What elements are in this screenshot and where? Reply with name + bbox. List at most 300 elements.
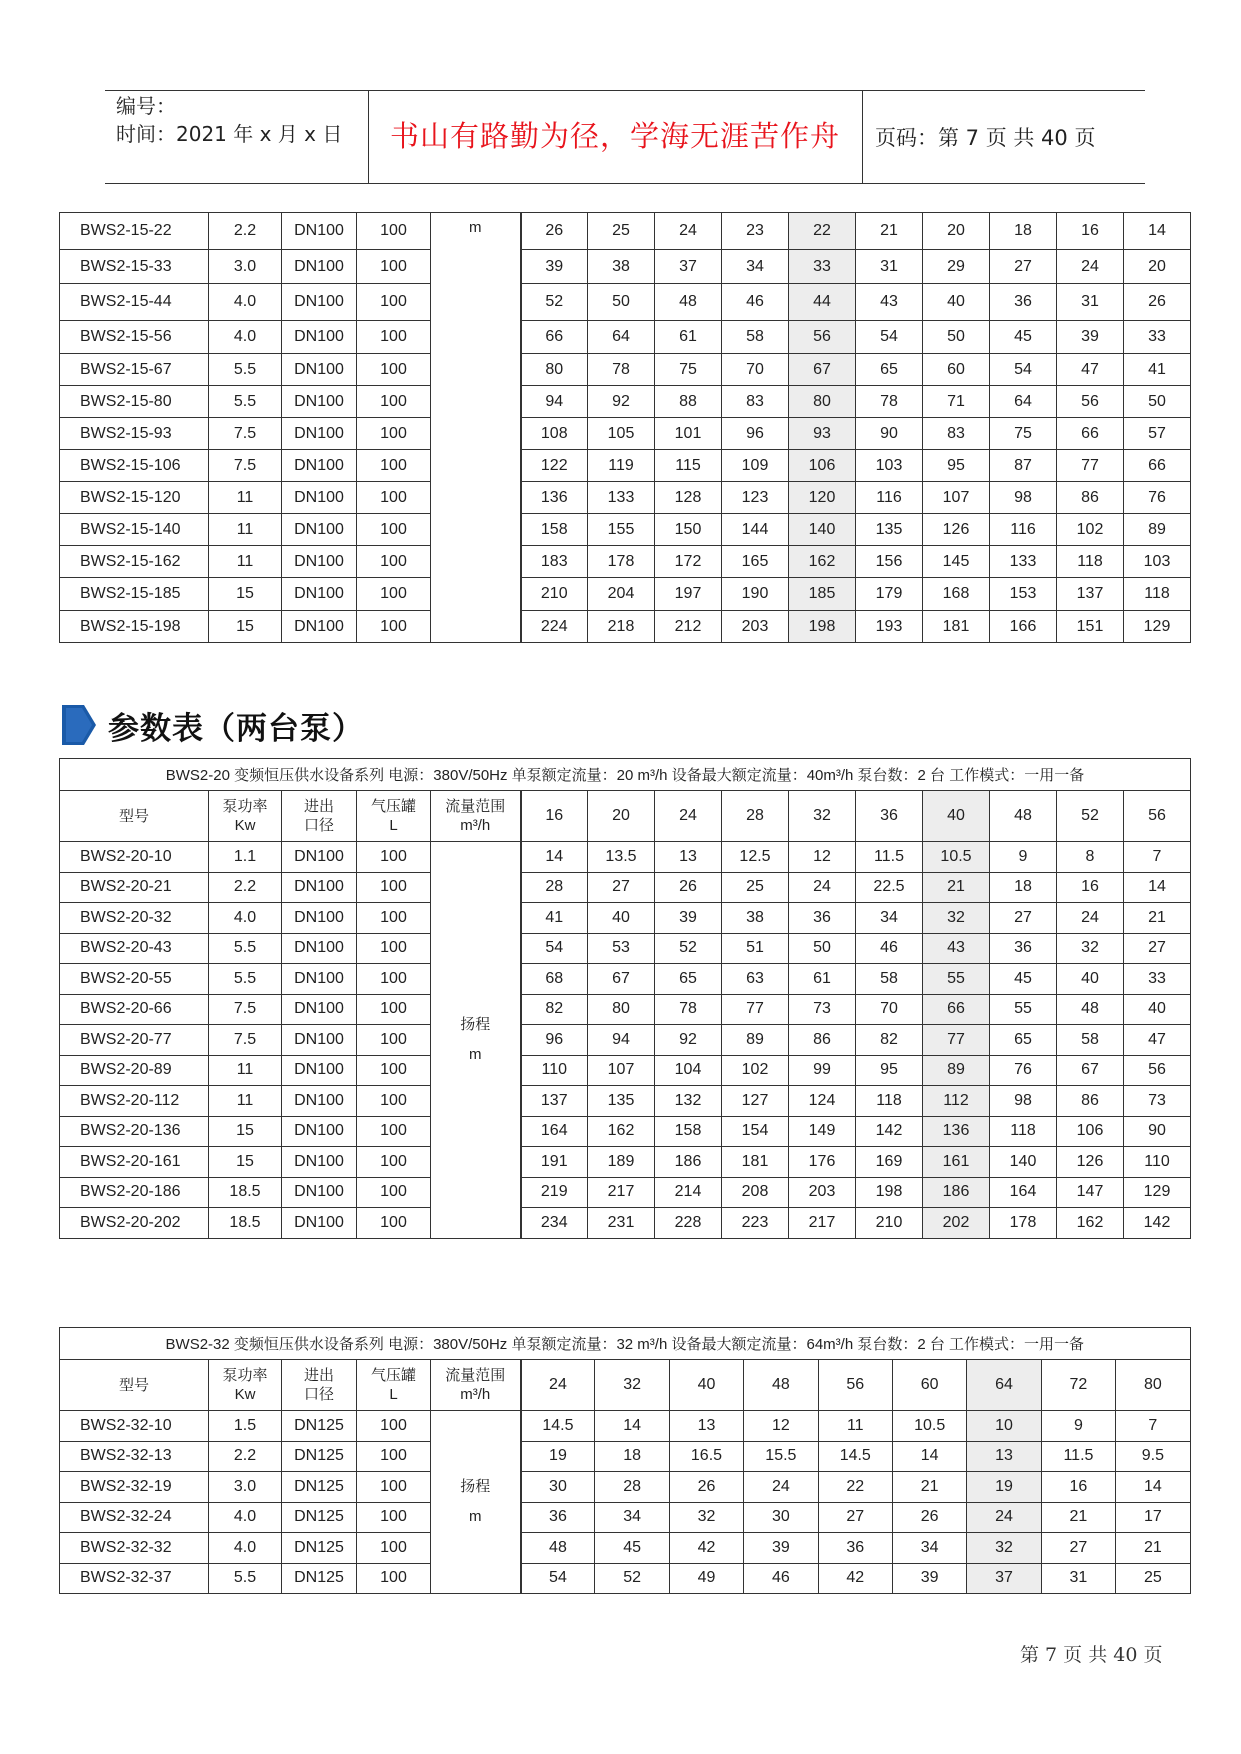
page-footer: 第 7 页 共 40 页	[1020, 1644, 1163, 1666]
head-value-cell: 67	[588, 964, 655, 995]
table-row	[60, 482, 1191, 514]
caliber-cell: DN100	[282, 514, 357, 546]
flow-header-cell: 60	[892, 1360, 966, 1411]
flow-header-cell: 24	[521, 1360, 595, 1411]
model-cell: BWS2-20-136	[60, 1116, 209, 1147]
head-value-cell: 66	[521, 321, 588, 354]
head-value-cell: 83	[722, 386, 789, 418]
head-value-cell: 36	[818, 1533, 892, 1564]
head-value-cell: 56	[1057, 386, 1124, 418]
table-row	[60, 933, 1191, 964]
power-cell: 15	[209, 1116, 282, 1147]
power-cell: 5.5	[209, 354, 282, 386]
table-row	[60, 546, 1191, 578]
head-value-cell: 87	[990, 450, 1057, 482]
head-value-cell: 228	[655, 1208, 722, 1239]
head-value-cell: 23	[722, 213, 789, 250]
header-line: 口径	[303, 1386, 334, 1403]
header-line: 流量范围	[445, 798, 506, 815]
head-value-cell: 110	[521, 1055, 588, 1086]
flow-header-cell: 20	[588, 791, 655, 842]
power-cell: 4.0	[209, 1502, 282, 1533]
head-value-cell: 26	[892, 1502, 966, 1533]
head-value-cell: 50	[588, 284, 655, 321]
head-value-cell: 154	[722, 1116, 789, 1147]
head-value-cell: 14	[1124, 872, 1191, 903]
head-value-cell: 110	[1124, 1147, 1191, 1178]
tank-cell: 100	[357, 872, 431, 903]
head-value-cell: 161	[923, 1147, 990, 1178]
head-value-cell: 8	[1057, 842, 1124, 873]
head-value-cell: 73	[789, 994, 856, 1025]
power-cell: 4.0	[209, 284, 282, 321]
head-value-cell: 183	[521, 546, 588, 578]
caliber-cell: DN100	[282, 321, 357, 354]
head-value-cell: 21	[1124, 903, 1191, 934]
head-value-cell: 118	[1057, 546, 1124, 578]
model-cell: BWS2-20-66	[60, 994, 209, 1025]
head-value-cell: 95	[856, 1055, 923, 1086]
model-cell: BWS2-20-89	[60, 1055, 209, 1086]
head-value-cell: 94	[521, 386, 588, 418]
head-value-cell: 172	[655, 546, 722, 578]
head-value-cell: 14	[595, 1411, 669, 1442]
series-info: BWS2-32 变频恒压供水设备系列 电源：380V/50Hz 单泵额定流量：32 m³/h 设备最大额定流量：64m³/h 泵台数：2 台 工作模式：一用一备	[60, 1328, 1191, 1360]
tank-cell: 100	[357, 1055, 431, 1086]
model-cell: BWS2-20-112	[60, 1086, 209, 1117]
table-row	[60, 321, 1191, 354]
head-value-cell: 198	[856, 1177, 923, 1208]
model-cell: BWS2-15-67	[60, 354, 209, 386]
head-value-cell: 107	[588, 1055, 655, 1086]
tank-cell: 100	[357, 1502, 431, 1533]
param-table-bws2-15	[59, 212, 1191, 643]
head-value-cell: 179	[856, 578, 923, 611]
table-row	[60, 1441, 1191, 1472]
model-cell: BWS2-15-33	[60, 250, 209, 284]
flow-header-cell: 16	[521, 791, 588, 842]
tank-cell: 100	[357, 611, 431, 643]
caliber-cell: DN100	[282, 1116, 357, 1147]
caliber-cell: DN125	[282, 1472, 357, 1503]
header-line: 进出	[303, 1367, 334, 1384]
tank-cell: 100	[357, 450, 431, 482]
head-value-cell: 26	[521, 213, 588, 250]
head-value-cell: 78	[588, 354, 655, 386]
head-value-cell: 51	[722, 933, 789, 964]
caliber-cell: DN100	[282, 354, 357, 386]
flow-header-cell: 52	[1057, 791, 1124, 842]
head-value-cell: 158	[655, 1116, 722, 1147]
table-info-row	[60, 759, 1191, 791]
unit-symbol: m	[469, 219, 482, 236]
head-value-cell: 16	[1041, 1472, 1115, 1503]
head-value-cell: 31	[856, 250, 923, 284]
header-page-number: 页码：第 7 页 共 40 页	[875, 126, 1096, 150]
head-value-cell: 12	[789, 842, 856, 873]
head-value-cell: 45	[990, 321, 1057, 354]
power-cell: 7.5	[209, 450, 282, 482]
head-value-cell: 52	[521, 284, 588, 321]
head-value-cell: 19	[521, 1441, 595, 1472]
head-value-cell: 63	[722, 964, 789, 995]
head-value-cell: 210	[521, 578, 588, 611]
head-value-cell: 126	[923, 514, 990, 546]
head-value-cell: 89	[722, 1025, 789, 1056]
model-cell: BWS2-32-32	[60, 1533, 209, 1564]
power-cell: 7.5	[209, 1025, 282, 1056]
tank-cell: 100	[357, 386, 431, 418]
header-motto: 书山有路勤为径，学海无涯苦作舟	[389, 119, 840, 153]
head-value-cell: 40	[923, 284, 990, 321]
head-value-cell: 80	[521, 354, 588, 386]
header-divider-1	[368, 90, 369, 184]
head-value-cell: 31	[1057, 284, 1124, 321]
head-value-cell: 9	[1041, 1411, 1115, 1442]
head-value-cell: 168	[923, 578, 990, 611]
head-unit-cell	[431, 213, 521, 643]
head-value-cell: 11.5	[856, 842, 923, 873]
head-value-cell: 14	[521, 842, 588, 873]
head-value-cell: 208	[722, 1177, 789, 1208]
head-value-cell: 66	[923, 994, 990, 1025]
table-row	[60, 1208, 1191, 1239]
model-cell: BWS2-32-37	[60, 1563, 209, 1594]
head-value-cell: 33	[789, 250, 856, 284]
head-value-cell: 14	[892, 1441, 966, 1472]
table-row	[60, 964, 1191, 995]
tank-cell: 100	[357, 842, 431, 873]
head-value-cell: 30	[744, 1502, 818, 1533]
head-value-cell: 7	[1124, 842, 1191, 873]
model-cell: BWS2-15-185	[60, 578, 209, 611]
head-value-cell: 109	[722, 450, 789, 482]
head-value-cell: 26	[655, 872, 722, 903]
model-cell: BWS2-32-13	[60, 1441, 209, 1472]
flow-header-cell: 40	[923, 791, 990, 842]
head-value-cell: 165	[722, 546, 789, 578]
head-value-cell: 58	[856, 964, 923, 995]
caliber-header	[282, 791, 357, 842]
head-value-cell: 13.5	[588, 842, 655, 873]
tank-cell: 100	[357, 1147, 431, 1178]
model-cell: BWS2-20-32	[60, 903, 209, 934]
head-value-cell: 76	[1124, 482, 1191, 514]
table-row	[60, 611, 1191, 643]
head-value-cell: 116	[990, 514, 1057, 546]
head-value-cell: 10.5	[923, 842, 990, 873]
head-value-cell: 128	[655, 482, 722, 514]
head-value-cell: 46	[722, 284, 789, 321]
head-value-cell: 78	[856, 386, 923, 418]
head-value-cell: 65	[990, 1025, 1057, 1056]
head-value-cell: 118	[856, 1086, 923, 1117]
head-value-cell: 219	[521, 1177, 588, 1208]
caliber-cell: DN125	[282, 1563, 357, 1594]
table-row	[60, 1411, 1191, 1442]
caliber-cell: DN100	[282, 1177, 357, 1208]
unit-label: 扬程	[460, 1015, 491, 1033]
head-value-cell: 31	[1041, 1563, 1115, 1594]
head-value-cell: 18	[595, 1441, 669, 1472]
table-row	[60, 450, 1191, 482]
power-cell: 5.5	[209, 964, 282, 995]
head-value-cell: 119	[588, 450, 655, 482]
head-value-cell: 102	[722, 1055, 789, 1086]
head-value-cell: 135	[856, 514, 923, 546]
table-body	[60, 1328, 1191, 1594]
head-value-cell: 24	[655, 213, 722, 250]
head-value-cell: 25	[1116, 1563, 1190, 1594]
header-line: 型号	[118, 807, 149, 825]
header-line: 进出	[303, 798, 334, 815]
tank-cell: 100	[357, 903, 431, 934]
model-cell: BWS2-20-10	[60, 842, 209, 873]
head-value-cell: 61	[789, 964, 856, 995]
model-cell: BWS2-20-77	[60, 1025, 209, 1056]
head-value-cell: 68	[521, 964, 588, 995]
model-cell: BWS2-15-198	[60, 611, 209, 643]
head-value-cell: 21	[1116, 1533, 1190, 1564]
head-value-cell: 60	[923, 354, 990, 386]
head-value-cell: 105	[588, 418, 655, 450]
caliber-cell: DN100	[282, 213, 357, 250]
section-marker-icon	[62, 705, 96, 745]
head-value-cell: 99	[789, 1055, 856, 1086]
head-value-cell: 32	[967, 1533, 1041, 1564]
tank-cell: 100	[357, 1441, 431, 1472]
head-value-cell: 77	[1057, 450, 1124, 482]
head-value-cell: 176	[789, 1147, 856, 1178]
header-line: m³/h	[460, 1386, 491, 1403]
model-header	[60, 1360, 209, 1411]
head-value-cell: 46	[856, 933, 923, 964]
head-value-cell: 144	[722, 514, 789, 546]
power-cell: 18.5	[209, 1208, 282, 1239]
model-cell: BWS2-20-55	[60, 964, 209, 995]
power-cell: 4.0	[209, 1533, 282, 1564]
head-value-cell: 92	[655, 1025, 722, 1056]
flow-header-cell: 36	[856, 791, 923, 842]
power-header	[209, 1360, 282, 1411]
model-cell: BWS2-15-120	[60, 482, 209, 514]
head-value-cell: 39	[521, 250, 588, 284]
head-value-cell: 18	[990, 213, 1057, 250]
head-value-cell: 21	[856, 213, 923, 250]
head-value-cell: 16	[1057, 872, 1124, 903]
table-header-row	[60, 1360, 1191, 1411]
table-row	[60, 1472, 1191, 1503]
tank-cell: 100	[357, 1472, 431, 1503]
head-value-cell: 136	[923, 1116, 990, 1147]
tank-cell: 100	[357, 1116, 431, 1147]
head-value-cell: 26	[669, 1472, 743, 1503]
header-line: Kw	[234, 817, 256, 834]
head-value-cell: 190	[722, 578, 789, 611]
head-value-cell: 34	[722, 250, 789, 284]
head-value-cell: 71	[923, 386, 990, 418]
caliber-cell: DN100	[282, 1055, 357, 1086]
head-value-cell: 24	[1057, 903, 1124, 934]
head-value-cell: 9	[990, 842, 1057, 873]
tank-cell: 100	[357, 250, 431, 284]
power-cell: 7.5	[209, 418, 282, 450]
head-value-cell: 189	[588, 1147, 655, 1178]
head-value-cell: 140	[990, 1147, 1057, 1178]
head-value-cell: 166	[990, 611, 1057, 643]
table-row	[60, 1502, 1191, 1533]
head-value-cell: 55	[923, 964, 990, 995]
head-value-cell: 118	[990, 1116, 1057, 1147]
power-cell: 7.5	[209, 994, 282, 1025]
power-cell: 2.2	[209, 213, 282, 250]
tank-cell: 100	[357, 1086, 431, 1117]
flow-header-cell: 32	[789, 791, 856, 842]
caliber-cell: DN100	[282, 964, 357, 995]
head-value-cell: 10.5	[892, 1411, 966, 1442]
tank-cell: 100	[357, 933, 431, 964]
head-value-cell: 40	[1124, 994, 1191, 1025]
head-value-cell: 13	[967, 1441, 1041, 1472]
table-row	[60, 514, 1191, 546]
head-value-cell: 21	[923, 872, 990, 903]
head-value-cell: 27	[990, 903, 1057, 934]
head-value-cell: 36	[521, 1502, 595, 1533]
flow-header-cell: 48	[990, 791, 1057, 842]
head-value-cell: 34	[856, 903, 923, 934]
head-value-cell: 27	[990, 250, 1057, 284]
head-value-cell: 15.5	[744, 1441, 818, 1472]
caliber-cell: DN100	[282, 578, 357, 611]
model-cell: BWS2-15-106	[60, 450, 209, 482]
head-value-cell: 122	[521, 450, 588, 482]
table-row	[60, 1177, 1191, 1208]
power-cell: 1.5	[209, 1411, 282, 1442]
flow-header-cell: 64	[967, 1360, 1041, 1411]
table-row	[60, 1147, 1191, 1178]
head-value-cell: 50	[923, 321, 990, 354]
head-value-cell: 33	[1124, 964, 1191, 995]
caliber-cell: DN100	[282, 611, 357, 643]
head-value-cell: 46	[744, 1563, 818, 1594]
head-value-cell: 115	[655, 450, 722, 482]
header-line: 气压罐	[370, 1367, 416, 1384]
head-value-cell: 82	[856, 1025, 923, 1056]
head-value-cell: 89	[1124, 514, 1191, 546]
model-header	[60, 791, 209, 842]
unit-symbol: m	[469, 1045, 482, 1063]
model-cell: BWS2-15-93	[60, 418, 209, 450]
tank-cell: 100	[357, 964, 431, 995]
model-cell: BWS2-20-161	[60, 1147, 209, 1178]
head-value-cell: 39	[1057, 321, 1124, 354]
table-row	[60, 903, 1191, 934]
head-value-cell: 106	[1057, 1116, 1124, 1147]
head-value-cell: 124	[789, 1086, 856, 1117]
head-value-cell: 48	[655, 284, 722, 321]
head-value-cell: 20	[923, 213, 990, 250]
caliber-cell: DN100	[282, 250, 357, 284]
header-divider-2	[862, 90, 863, 184]
tank-cell: 100	[357, 213, 431, 250]
table-row	[60, 1025, 1191, 1056]
head-value-cell: 32	[923, 903, 990, 934]
tank-cell: 100	[357, 514, 431, 546]
caliber-cell: DN100	[282, 418, 357, 450]
tank-cell: 100	[357, 321, 431, 354]
head-value-cell: 133	[588, 482, 655, 514]
head-value-cell: 193	[856, 611, 923, 643]
head-value-cell: 27	[588, 872, 655, 903]
head-value-cell: 53	[588, 933, 655, 964]
table-row	[60, 1116, 1191, 1147]
head-value-cell: 32	[669, 1502, 743, 1533]
head-value-cell: 140	[789, 514, 856, 546]
header-meta	[116, 92, 342, 148]
header-line: 型号	[118, 1376, 149, 1394]
table-row	[60, 1533, 1191, 1564]
head-value-cell: 164	[521, 1116, 588, 1147]
head-value-cell: 89	[923, 1055, 990, 1086]
power-cell: 4.0	[209, 321, 282, 354]
head-value-cell: 127	[722, 1086, 789, 1117]
head-value-cell: 106	[789, 450, 856, 482]
table-row	[60, 354, 1191, 386]
head-value-cell: 203	[789, 1177, 856, 1208]
table-row	[60, 1563, 1191, 1594]
head-value-cell: 156	[856, 546, 923, 578]
head-value-cell: 203	[722, 611, 789, 643]
head-value-cell: 48	[521, 1533, 595, 1564]
caliber-cell: DN100	[282, 546, 357, 578]
head-value-cell: 39	[892, 1563, 966, 1594]
head-value-cell: 178	[588, 546, 655, 578]
caliber-cell: DN100	[282, 1025, 357, 1056]
power-cell: 11	[209, 1055, 282, 1086]
model-cell: BWS2-20-186	[60, 1177, 209, 1208]
head-value-cell: 186	[655, 1147, 722, 1178]
head-value-cell: 104	[655, 1055, 722, 1086]
header-line: L	[389, 817, 398, 834]
tank-cell: 100	[357, 578, 431, 611]
table-row	[60, 994, 1191, 1025]
caliber-cell: DN100	[282, 1147, 357, 1178]
power-cell: 18.5	[209, 1177, 282, 1208]
head-value-cell: 155	[588, 514, 655, 546]
head-value-cell: 204	[588, 578, 655, 611]
head-value-cell: 181	[923, 611, 990, 643]
head-value-cell: 37	[967, 1563, 1041, 1594]
head-value-cell: 55	[990, 994, 1057, 1025]
head-value-cell: 102	[1057, 514, 1124, 546]
time-label: 时间：2021 年 x 月 x 日	[116, 122, 343, 146]
caliber-cell: DN125	[282, 1441, 357, 1472]
head-value-cell: 45	[990, 964, 1057, 995]
head-value-cell: 214	[655, 1177, 722, 1208]
head-value-cell: 78	[655, 994, 722, 1025]
head-value-cell: 50	[789, 933, 856, 964]
series-info: BWS2-20 变频恒压供水设备系列 电源：380V/50Hz 单泵额定流量：20 m³/h 设备最大额定流量：40m³/h 泵台数：2 台 工作模式：一用一备	[60, 759, 1191, 791]
caliber-cell: DN125	[282, 1502, 357, 1533]
head-value-cell: 12.5	[722, 842, 789, 873]
head-value-cell: 28	[521, 872, 588, 903]
head-value-cell: 162	[789, 546, 856, 578]
head-value-cell: 186	[923, 1177, 990, 1208]
head-value-cell: 142	[856, 1116, 923, 1147]
power-cell: 15	[209, 578, 282, 611]
section-heading	[62, 705, 364, 745]
head-value-cell: 40	[1057, 964, 1124, 995]
